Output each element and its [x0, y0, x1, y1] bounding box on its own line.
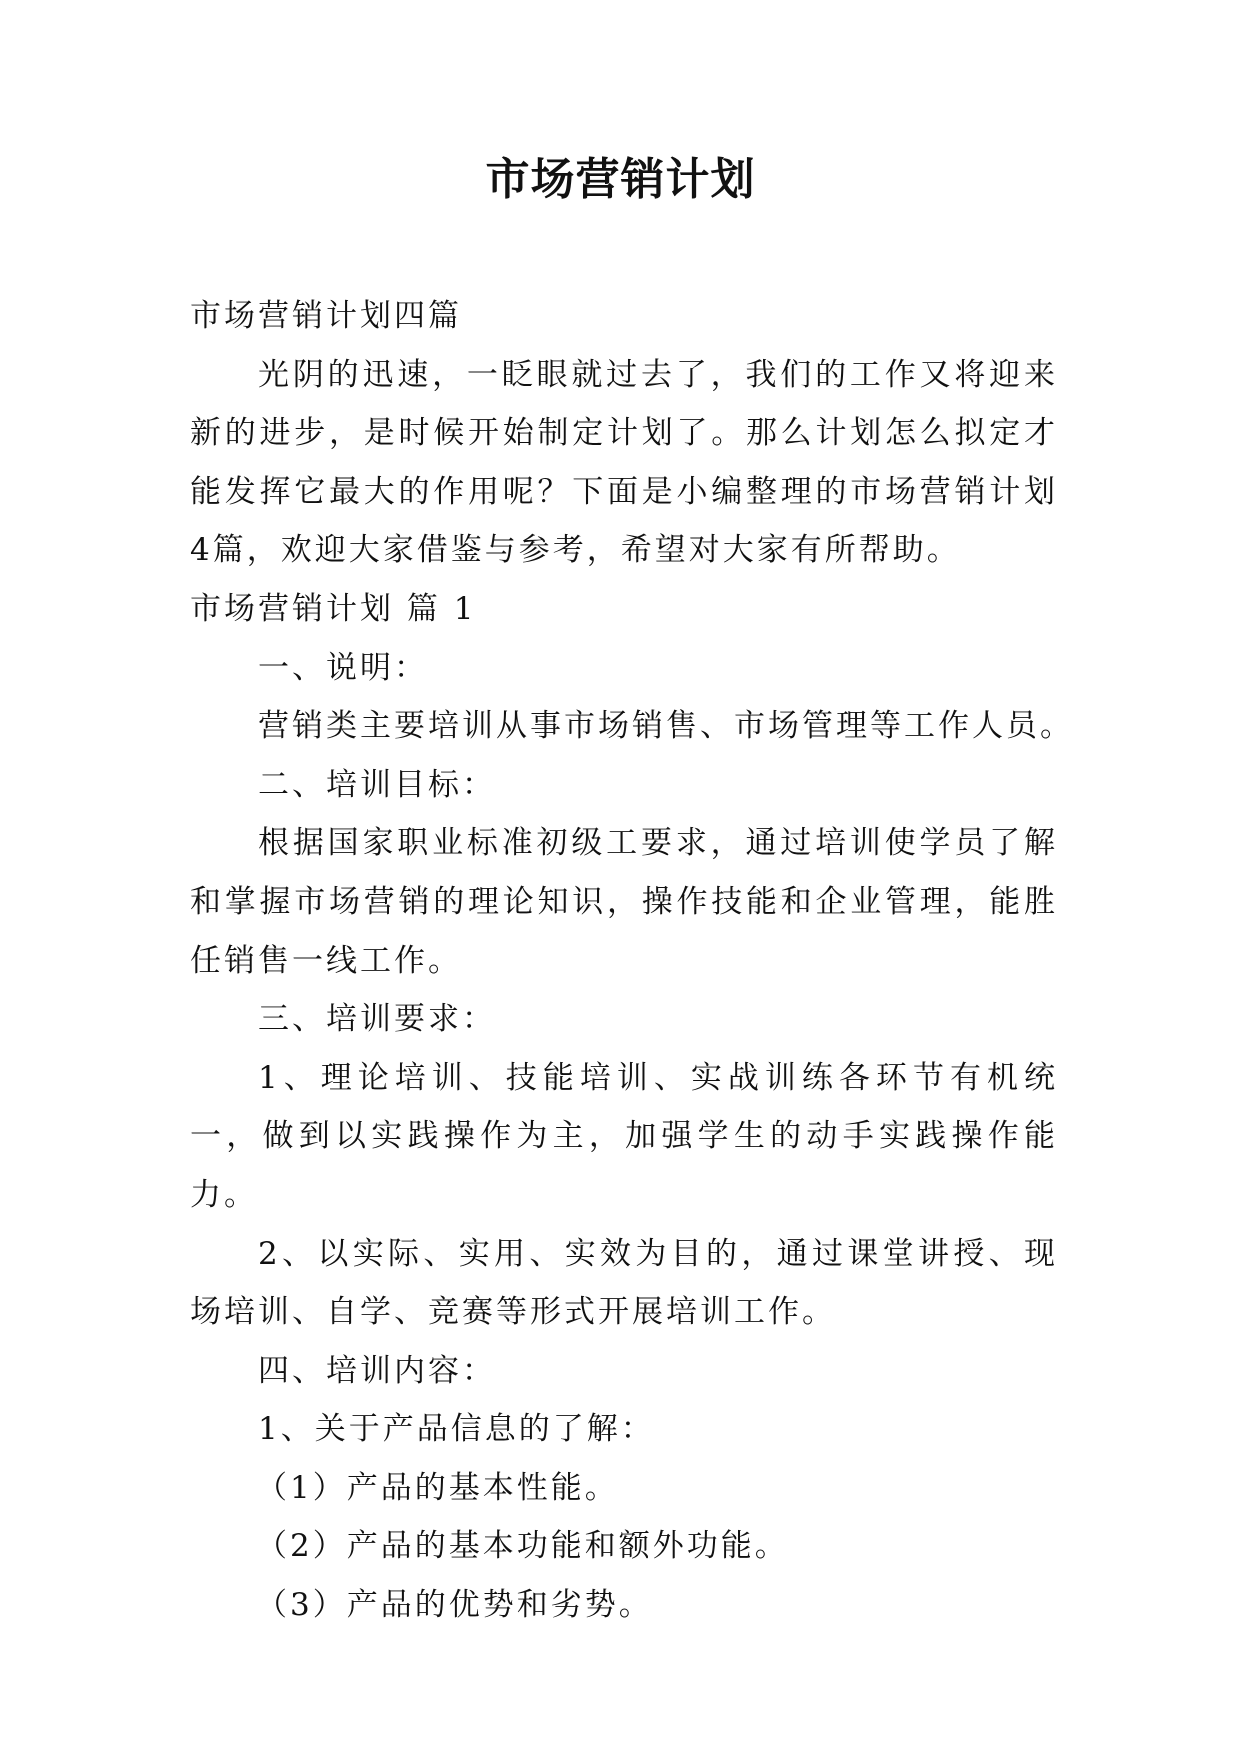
heading-training-requirements: 三、培训要求： — [258, 1001, 496, 1038]
subtitle: 市场营销计划四篇 — [190, 298, 462, 334]
document-body — [190, 287, 1074, 1635]
document-title: 市场营销计划 — [485, 154, 756, 205]
section-heading: 市场营销计划 篇 1 — [190, 590, 477, 627]
heading-training-goals: 二、培训目标： — [258, 766, 496, 803]
intro-paragraph: 光阴的迅速，一眨眼就过去了，我们的工作又将迎来新的进步，是时候开始制定计划了。那么计划怎么拟定才能发挥它最大的作用呢？下面是小编整理的市场营销计划4篇，欢迎大家借鉴与参考，希望对大家有所帮助。 — [190, 356, 1058, 569]
paragraph-training-goals: 根据国家职业标准初级工要求，通过培训使学员了解和掌握市场营销的理论知识，操作技能和企业管理，能胜任销售一线工作。 — [190, 825, 1058, 979]
content-subitem-3: （3）产品的优势和劣势。 — [256, 1587, 653, 1624]
heading-description: 一、说明： — [258, 649, 428, 686]
paragraph-description: 营销类主要培训从事市场销售、市场管理等工作人员。 — [258, 708, 1074, 745]
requirement-item-2: 2、以实际、实用、实效为目的，通过课堂讲授、现场培训、自学、竞赛等形式开展培训工作。 — [190, 1235, 1058, 1331]
requirement-item-1: 1、理论培训、技能培训、实战训练各环节有机统一，做到以实践操作为主，加强学生的动手实践操作能力。 — [190, 1059, 1058, 1213]
content-subitem-1: （1）产品的基本性能。 — [256, 1469, 619, 1506]
heading-training-content: 四、培训内容： — [258, 1352, 496, 1389]
content-subitem-2: （2）产品的基本功能和额外功能。 — [256, 1528, 789, 1565]
content-item-1: 1、关于产品信息的了解： — [258, 1411, 655, 1448]
